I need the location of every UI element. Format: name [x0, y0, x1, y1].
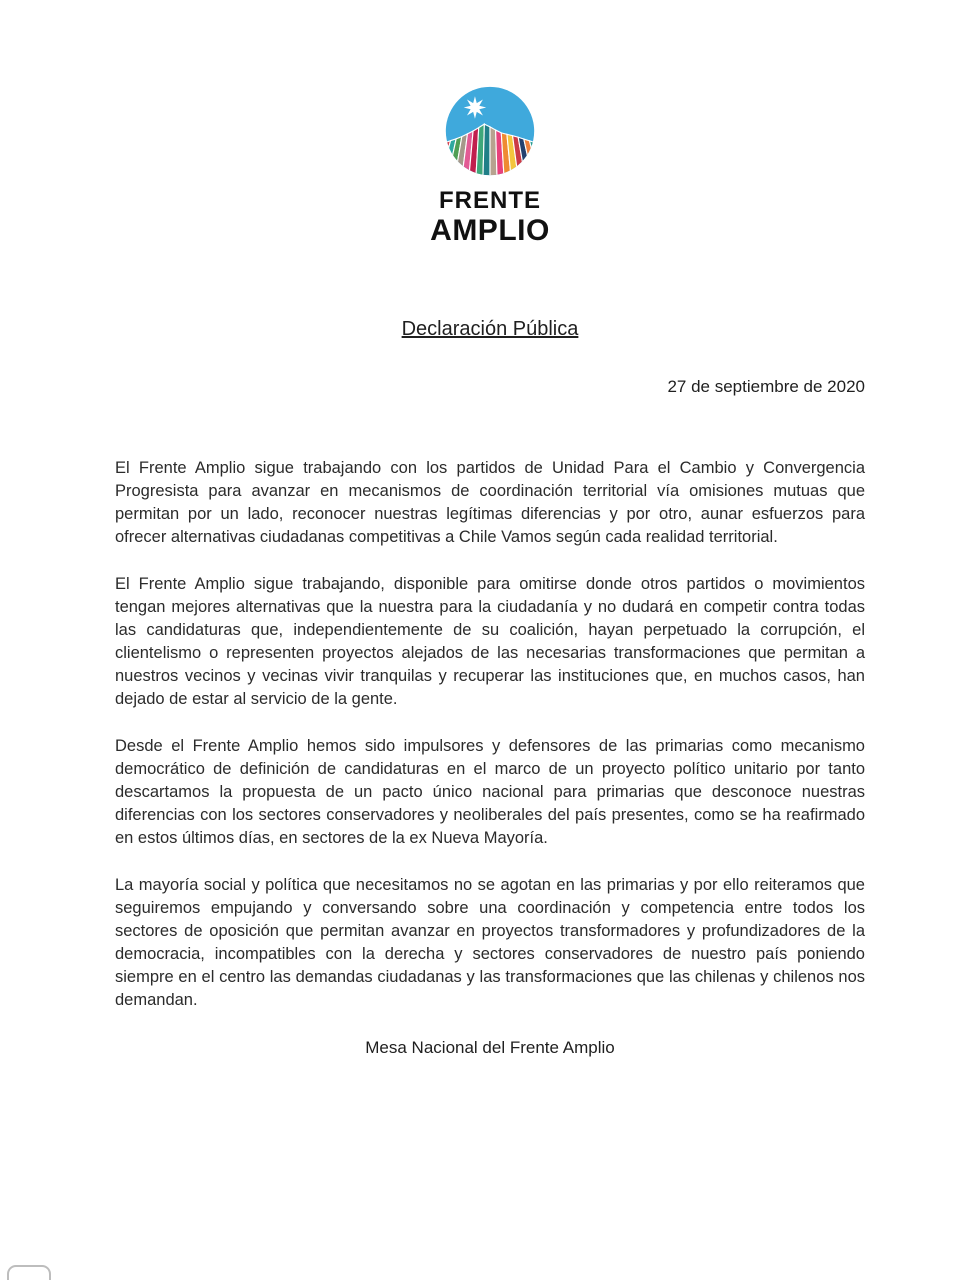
bottom-edge-button[interactable]: [7, 1265, 51, 1280]
document-body: [115, 457, 865, 1012]
logo-block: [0, 0, 980, 246]
document-content: [115, 377, 865, 1058]
paragraph: El Frente Amplio sigue trabajando, disponible para omitirse donde otros partidos o movimientos tengan mejores alternativas que la nuestra para la ciudadanía y no dudará en competir contra todas las candidaturas que, independientemente de su coalición, hayan perpetuado la corrupción, el clientelismo o representen proyectos alejados de las necesarias transformaciones que permitan a nuestros vecinos y vecinas vivir tranquilas y recuperar las instituciones que, en muchos casos, han dejado de estar al servicio de la gente.: [115, 575, 865, 708]
star-icon: [464, 96, 487, 119]
org-name-line2: AMPLIO: [430, 214, 550, 247]
document-signature: Mesa Nacional del Frente Amplio: [365, 1038, 615, 1057]
paragraph: El Frente Amplio sigue trabajando con los partidos de Unidad Para el Cambio y Convergencia Progresista para avanzar en mecanismos de coordinación territorial vía omisiones mutuas que permitan por un lado, reconocer nuestras legítimas diferencias y por otro, aunar esfuerzos para ofrecer alternativas ciudadanas competitivas a Chile Vamos según cada realidad territorial.: [115, 459, 865, 546]
paragraph: Desde el Frente Amplio hemos sido impulsores y defensores de las primarias como mecanismo democrático de definición de candidaturas en el marco de un proyecto político unitario por tanto descartamos la propuesta de un pacto único nacional para primarias que desconoce nuestras diferencias con los sectores conservadores y neoliberales del país presentes, como se ha reafirmado en estos últimos días, en sectores de la ex Nueva Mayoría.: [115, 737, 865, 847]
frente-amplio-logo: [443, 84, 537, 178]
document-title: Declaración Pública: [401, 318, 579, 340]
document-date: 27 de septiembre de 2020: [667, 377, 865, 396]
org-name-line1: FRENTE: [439, 187, 541, 214]
paragraph: La mayoría social y política que necesitamos no se agotan en las primarias y por ello reiteramos que seguiremos empujando y conversando sobre una coordinación y competencia entre todos los sectores de oposición que permitan avanzar en proyectos transformadores y profundizadores de la democracia, incompatibles con la derecha y sectores conservadores de nuestro país poniendo siempre en el centro las demandas ciudadanas y las transformaciones que las chilenas y chilenos nos demandan.: [115, 876, 865, 1009]
